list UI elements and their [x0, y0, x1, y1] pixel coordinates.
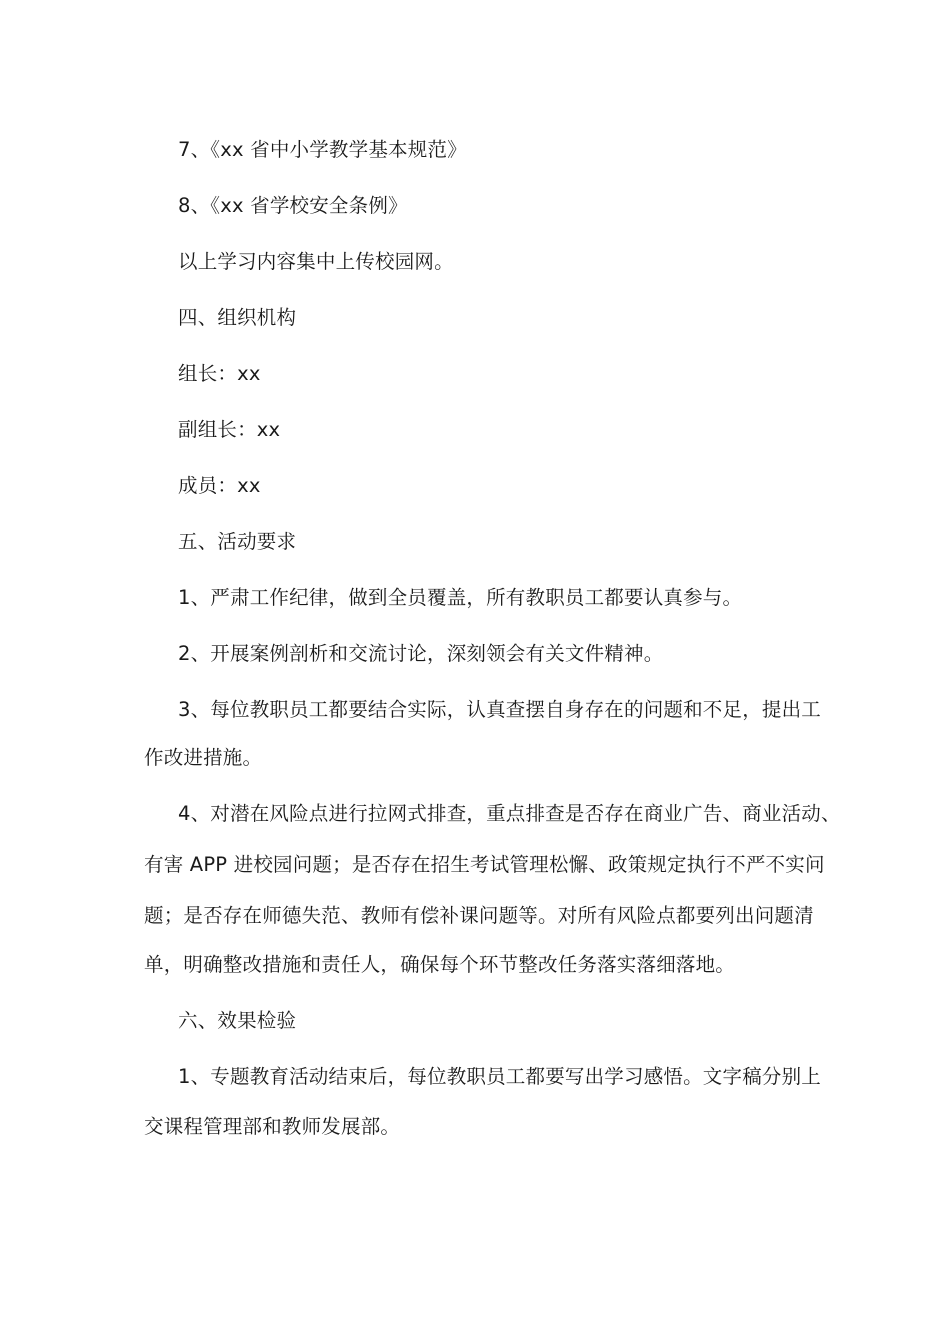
requirement-2: 2、开展案例剖析和交流讨论，深刻领会有关文件精神。: [178, 642, 664, 665]
requirement-4-line-2: 有害 APP 进校园问题；是否存在招生考试管理松懈、政策规定执行不严不实问: [144, 853, 825, 876]
section-heading-evaluation: 六、效果检验: [178, 1009, 297, 1032]
requirement-4-line-1: 4、对潜在风险点进行拉网式排查，重点排查是否存在商业广告、商业活动、: [178, 802, 841, 825]
evaluation-1-line-2: 交课程管理部和教师发展部。: [144, 1115, 401, 1138]
section-heading-organization: 四、组织机构: [178, 306, 297, 329]
org-members: 成员：xx: [178, 474, 261, 497]
requirement-4-line-4: 单，明确整改措施和责任人，确保每个环节整改任务落实落细落地。: [144, 953, 736, 976]
requirement-4-line-3: 题；是否存在师德失范、教师有偿补课问题等。对所有风险点都要列出问题清: [144, 904, 814, 927]
list-item-8: 8、《xx 省学校安全条例》: [178, 194, 408, 217]
section-heading-requirements: 五、活动要求: [178, 530, 297, 553]
requirement-3-line-2: 作改进措施。: [144, 746, 263, 769]
requirement-3-line-1: 3、每位教职员工都要结合实际，认真查摆自身存在的问题和不足，提出工: [178, 698, 822, 721]
evaluation-1-line-1: 1、专题教育活动结束后，每位教职员工都要写出学习感悟。文字稿分别上: [178, 1065, 822, 1088]
org-deputy-leader: 副组长：xx: [178, 418, 281, 441]
requirement-1: 1、严肃工作纪律，做到全员覆盖，所有教职员工都要认真参与。: [178, 586, 743, 609]
list-item-7: 7、《xx 省中小学教学基本规范》: [178, 138, 467, 161]
paragraph-upload-note: 以上学习内容集中上传校园网。: [178, 250, 454, 273]
org-leader: 组长：xx: [178, 362, 261, 385]
